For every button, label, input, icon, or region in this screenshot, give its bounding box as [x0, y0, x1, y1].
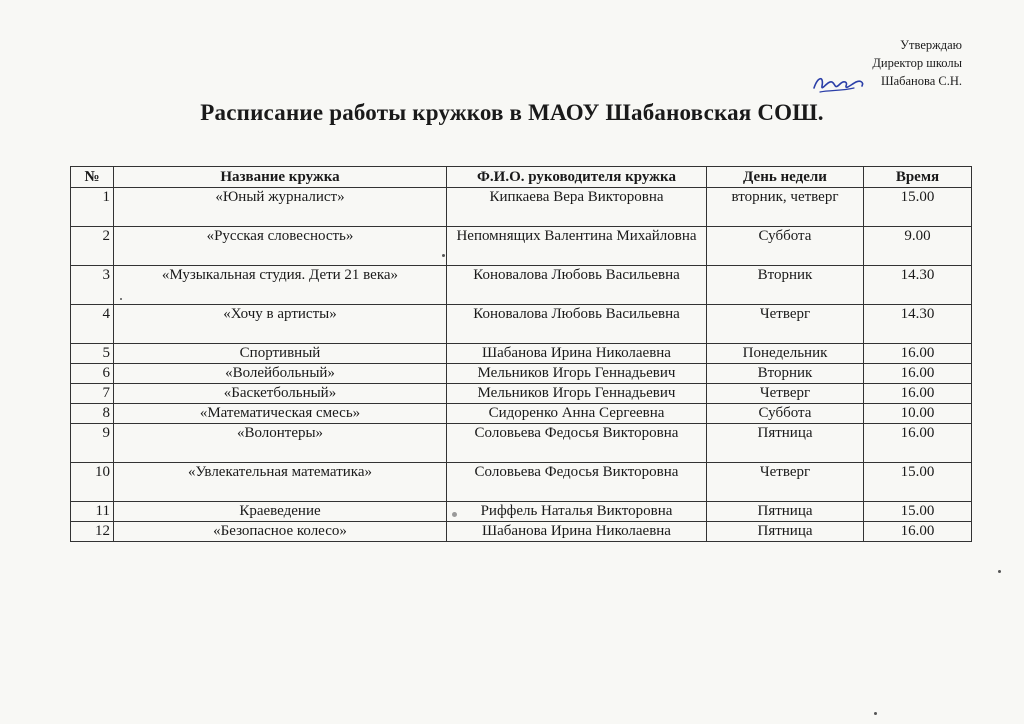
row-weekday: Пятница: [707, 502, 864, 522]
row-leader: Кипкаева Вера Викторовна: [447, 188, 707, 227]
row-club-name: «Музыкальная студия. Дети 21 века»: [114, 266, 447, 305]
row-time: 10.00: [864, 404, 972, 424]
row-club-name: Спортивный: [114, 344, 447, 364]
row-club-name: «Хочу в артисты»: [114, 305, 447, 344]
row-leader: Шабанова Ирина Николаевна: [447, 344, 707, 364]
row-number: 2: [71, 227, 114, 266]
page-title: Расписание работы кружков в МАОУ Шабановская СОШ.: [200, 100, 824, 125]
handwritten-signature: [810, 66, 870, 98]
table-row: [71, 424, 972, 463]
row-time: 16.00: [864, 364, 972, 384]
row-time: 16.00: [864, 384, 972, 404]
row-weekday: Четверг: [707, 305, 864, 344]
row-time: 15.00: [864, 463, 972, 502]
row-club-name: Краеведение: [114, 502, 447, 522]
row-weekday: вторник, четверг: [707, 188, 864, 227]
row-weekday: Вторник: [707, 364, 864, 384]
row-leader: Коновалова Любовь Васильевна: [447, 305, 707, 344]
header-time: Время: [864, 167, 972, 188]
scan-speck: [874, 712, 877, 715]
row-number: 4: [71, 305, 114, 344]
approval-line-approve: Утверждаю: [900, 38, 962, 52]
row-leader: Соловьева Федосья Викторовна: [447, 424, 707, 463]
row-weekday: Вторник: [707, 266, 864, 305]
row-weekday: Пятница: [707, 522, 864, 542]
row-time: 15.00: [864, 188, 972, 227]
row-time: 16.00: [864, 344, 972, 364]
row-weekday: Суббота: [707, 227, 864, 266]
row-club-name: «Баскетбольный»: [114, 384, 447, 404]
row-club-name: «Волонтеры»: [114, 424, 447, 463]
table-header-row: [71, 167, 972, 188]
table-row: [71, 522, 972, 542]
table-row: [71, 344, 972, 364]
row-number: 12: [71, 522, 114, 542]
scan-speck: [452, 512, 457, 517]
row-weekday: Понедельник: [707, 344, 864, 364]
row-leader: Непомнящих Валентина Михайловна: [447, 227, 707, 266]
row-weekday: Четверг: [707, 384, 864, 404]
table-row: [71, 227, 972, 266]
row-number: 5: [71, 344, 114, 364]
row-time: 14.30: [864, 266, 972, 305]
approval-line-position: Директор школы: [872, 56, 962, 70]
row-club-name: «Математическая смесь»: [114, 404, 447, 424]
row-club-name: «Безопасное колесо»: [114, 522, 447, 542]
table-row: [71, 384, 972, 404]
row-club-name: «Волейбольный»: [114, 364, 447, 384]
row-number: 11: [71, 502, 114, 522]
row-club-name: «Русская словесность»: [114, 227, 447, 266]
row-number: 7: [71, 384, 114, 404]
header-leader: Ф.И.О. руководителя кружка: [447, 167, 707, 188]
row-leader: Мельников Игорь Геннадьевич: [447, 384, 707, 404]
row-time: 9.00: [864, 227, 972, 266]
row-weekday: Суббота: [707, 404, 864, 424]
scan-speck: [120, 298, 122, 300]
header-number: №: [71, 167, 114, 188]
row-leader: Мельников Игорь Геннадьевич: [447, 364, 707, 384]
row-leader: Шабанова Ирина Николаевна: [447, 522, 707, 542]
header-weekday: День недели: [707, 167, 864, 188]
table-row: [71, 188, 972, 227]
table-row: [71, 404, 972, 424]
row-time: 16.00: [864, 424, 972, 463]
row-number: 1: [71, 188, 114, 227]
scan-speck: [442, 254, 445, 257]
row-number: 6: [71, 364, 114, 384]
row-club-name: «Юный журналист»: [114, 188, 447, 227]
scan-speck: [998, 570, 1001, 573]
row-time: 15.00: [864, 502, 972, 522]
table-row: [71, 463, 972, 502]
row-time: 14.30: [864, 305, 972, 344]
table-row: [71, 266, 972, 305]
approval-block: [872, 36, 962, 90]
schedule-table: [70, 166, 972, 542]
row-leader: Соловьева Федосья Викторовна: [447, 463, 707, 502]
row-leader: Коновалова Любовь Васильевна: [447, 266, 707, 305]
row-number: 10: [71, 463, 114, 502]
row-number: 8: [71, 404, 114, 424]
table-row: [71, 502, 972, 522]
row-time: 16.00: [864, 522, 972, 542]
table-row: [71, 305, 972, 344]
header-club-name: Название кружка: [114, 167, 447, 188]
row-weekday: Пятница: [707, 424, 864, 463]
row-weekday: Четверг: [707, 463, 864, 502]
table-row: [71, 364, 972, 384]
row-leader: Риффель Наталья Викторовна: [447, 502, 707, 522]
row-club-name: «Увлекательная математика»: [114, 463, 447, 502]
approval-line-name: Шабанова С.Н.: [880, 74, 962, 88]
row-number: 9: [71, 424, 114, 463]
row-number: 3: [71, 266, 114, 305]
row-leader: Сидоренко Анна Сергеевна: [447, 404, 707, 424]
